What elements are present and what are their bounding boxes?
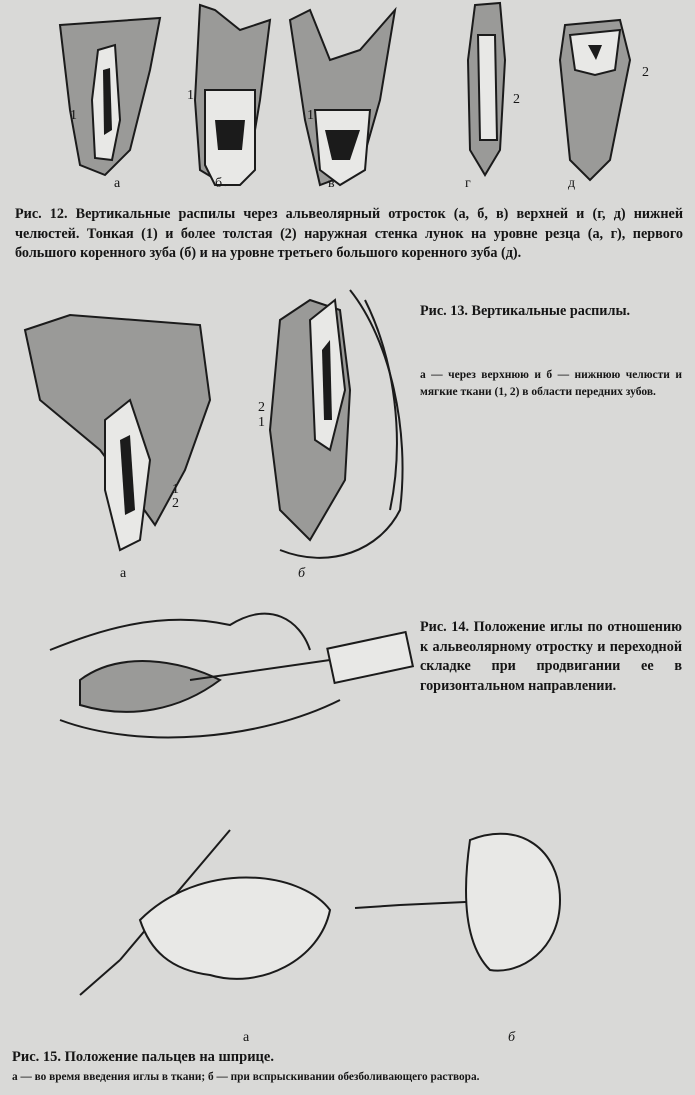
- fig12-number-d: 2: [642, 65, 649, 80]
- figure-13-illustration: [10, 280, 430, 580]
- fig12-caption: Рис. 12. Вертикальные распилы через альвеолярный отросток (а, б, в) верхней и (г, д) нижней челюстей. Тонкая (1) и более толстая (2) наружная стенка лунок на уровне резца (а, г), первого большого коренного зуба (б) и на уровне третьего большого коренного зуба (д).: [15, 206, 683, 261]
- fig15-label-a: а: [243, 1030, 250, 1045]
- fig12-number-g: 2: [513, 92, 520, 107]
- fig13-label-b: б: [298, 566, 306, 581]
- fig12-number-v: 1: [307, 108, 314, 123]
- fig12-label-d: д: [568, 176, 576, 191]
- fig13-caption-title: Рис. 13. Вертикальные распилы.: [420, 303, 631, 319]
- fig13b-number-2: 2: [258, 400, 265, 415]
- fig13-caption-text: а — через верхнюю и б — нижнюю челюсти и мягкие ткани (1, 2) в области передних зубов.: [420, 369, 682, 398]
- fig12-label-b: б: [215, 176, 223, 191]
- fig12-number-a: 1: [70, 108, 77, 123]
- fig14-caption: Рис. 14. Положение иглы по отношению к альвеолярному отростку и переходной складке при продвигании ее в горизонтальном направлении.: [420, 619, 682, 694]
- fig13-label-a: а: [120, 566, 127, 581]
- fig12-number-b: 1: [187, 88, 194, 103]
- fig13a-number-1: 1: [172, 482, 179, 497]
- fig15-label-b: б: [508, 1030, 516, 1045]
- figure-14-illustration: [40, 590, 440, 760]
- figure-15-illustration: [0, 800, 695, 1040]
- fig12-label-g: г: [465, 176, 471, 191]
- fig12-label-a: а: [114, 176, 121, 191]
- fig13b-number-1: 1: [258, 415, 265, 430]
- fig15-caption-title: Рис. 15. Положение пальцев на шприце.: [12, 1049, 274, 1065]
- fig13a-number-2: 2: [172, 496, 179, 511]
- figure-12-illustration: [0, 0, 695, 200]
- fig15-caption-text: а — во время введения иглы в ткани; б — при вспрыскивании обезболивающего раствора.: [12, 1071, 480, 1083]
- fig12-label-v: в: [328, 176, 335, 191]
